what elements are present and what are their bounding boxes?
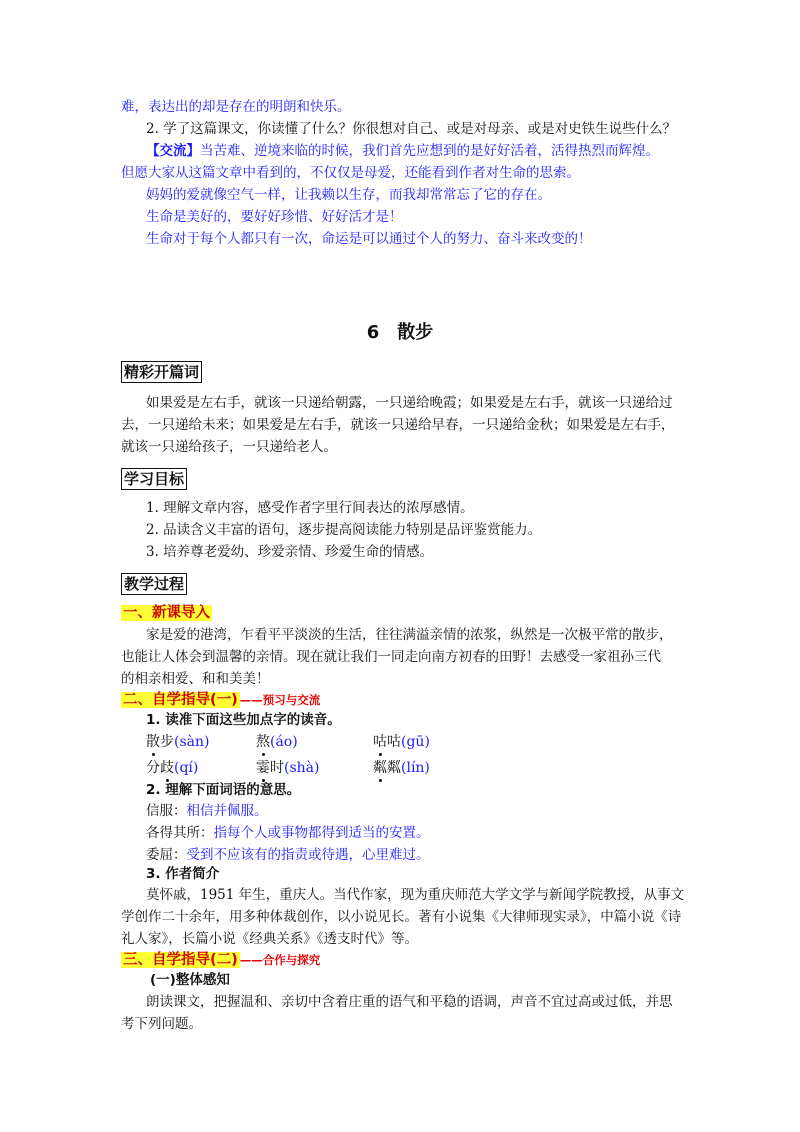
top-line-1: 难，表达出的却是存在的明朗和快乐。 (121, 99, 351, 115)
vocab-term: 各得其所： (146, 825, 214, 841)
pinyin-item-1: 散步(sàn) (146, 734, 210, 750)
top-line-3: 但愿大家从这篇文章中看到的，不仅仅是母爱，还能看到作者对生命的思索。 (121, 165, 580, 181)
vocab-item-2 (146, 823, 430, 843)
section2-title (121, 690, 320, 710)
pinyin-text: (áo) (270, 734, 298, 750)
dotted-char: 霎 (256, 760, 270, 776)
top-line-4: 妈妈的爱就像空气一样，让我赖以生存，而我却常常忘了它的存在。 (146, 187, 551, 203)
pinyin-item-6: 粼粼(lín) (373, 760, 430, 776)
vocab-meaning: 指每个人或事物都得到适当的安置。 (213, 825, 430, 841)
author-line-3: 礼人家》，长篇小说《经典关系》《透支时代》等。 (121, 931, 418, 947)
vocab-term: 委屈： (146, 847, 187, 863)
section3-title-text: 三、自学指导(二) (123, 952, 238, 968)
goal-item-3: 3. 培养尊老爱幼、珍爱亲情、珍爱生命的情感。 (146, 544, 434, 560)
goal-item-2: 2. 品读含义丰富的语句，逐步提高阅读能力特别是品评鉴赏能力。 (146, 522, 542, 538)
author-heading: 3. 作者简介 (146, 866, 220, 882)
pinyin-text: (gū) (401, 734, 430, 750)
vocab-term: 信服： (146, 803, 187, 819)
dotted-char: 粼 (373, 760, 387, 776)
section3-title (121, 950, 320, 970)
exchange-line (146, 141, 659, 161)
section1-line-3: 的相亲相爱、和和美美！ (121, 671, 270, 687)
vocab-meaning: 相信并佩服。 (186, 803, 268, 819)
pinyin-item-5: 霎时(shà) (256, 760, 320, 776)
goals-heading: 学习目标 (121, 468, 187, 490)
author-line-1: 莫怀戚，1951 年生，重庆人。当代作家，现为重庆师范大学文学与新闻学院教授，从事文 (146, 887, 685, 903)
section3-subtitle: ——合作与探究 (239, 953, 321, 967)
pinyin-text: (shà) (284, 760, 320, 776)
top-line-6: 生命对于每个人都只有一次，命运是可以通过个人的努力、奋斗来改变的！ (146, 231, 592, 247)
pinyin-item-2 (256, 732, 298, 752)
exchange-label: 【交流】 (146, 143, 200, 159)
section1-line-2: 也能让人体会到温馨的亲情。现在就让我们一同走向南方初春的田野！去感受一家祖孙三代 (121, 649, 661, 665)
section2-subtitle: ——预习与交流 (239, 693, 321, 707)
opening-heading: 精彩开篇词 (121, 361, 202, 383)
opening-line-2: 去，一只递给未来；如果爱是左右手，就该一只递给早春，一只递给金秋；如果爱是左右手， (121, 417, 675, 433)
overall-perception-heading: (一)整体感知 (150, 972, 230, 988)
section3-line-1: 朗读课文，把握温和、亲切中含着庄重的语气和平稳的语调，声音不宜过高或过低，并思 (146, 994, 673, 1010)
pinyin-item-3: 咕咕(gū) (373, 734, 430, 750)
goal-item-1: 1. 理解文章内容，感受作者字里行间表达的浓厚感情。 (146, 500, 474, 516)
section1-title-text: 一、新课导入 (123, 605, 210, 621)
exchange-text: 当苦难、逆境来临的时候，我们首先应想到的是好好活着，活得热烈而辉煌。 (200, 143, 659, 159)
pinyin-item-4: 分歧(qí) (146, 760, 199, 776)
opening-line-3: 就该一只递给孩子，一只递给老人。 (121, 439, 337, 455)
dotted-char: 熬 (256, 734, 270, 750)
pronunciation-question: 1. 读准下面这些加点字的读音。 (146, 712, 341, 728)
vocab-item-1 (146, 801, 268, 821)
process-heading: 教学过程 (121, 573, 187, 595)
lesson-title: 6 散步 (366, 322, 434, 343)
vocab-meaning: 受到不应该有的指责或待遇，心里难过。 (186, 847, 430, 863)
pinyin-text: (qí) (174, 760, 199, 776)
section2-title-text: 二、自学指导(一) (123, 692, 238, 708)
vocab-item-3 (146, 845, 430, 865)
dotted-char: 咕 (373, 734, 387, 750)
pinyin-text: (lín) (401, 760, 430, 776)
opening-line-1: 如果爱是左右手，就该一只递给朝露，一只递给晚霞；如果爱是左右手，就该一只递给过 (146, 395, 673, 411)
section1-title (121, 603, 212, 623)
question-2: 2. 学了这篇课文，你读懂了什么？你很想对自己、或是对母亲、或是对史铁生说些什么？ (146, 121, 677, 137)
vocabulary-question: 2. 理解下面词语的意思。 (146, 782, 301, 798)
dotted-char: 散 (146, 734, 160, 750)
author-line-2: 学创作二十余年，用多种体裁创作，以小说见长。著有小说集《大律师现实录》，中篇小说《诗 (121, 909, 682, 925)
pinyin-text: (sàn) (174, 734, 210, 750)
section1-line-1: 家是爱的港湾，乍看平平淡淡的生活，往往满溢亲情的浓浆，纵然是一次极平常的散步， (146, 627, 673, 643)
section3-line-2: 考下列问题。 (121, 1016, 202, 1032)
dotted-char: 歧 (160, 760, 174, 776)
top-line-5: 生命是美好的，要好好珍惜、好好活才是！ (146, 209, 403, 225)
